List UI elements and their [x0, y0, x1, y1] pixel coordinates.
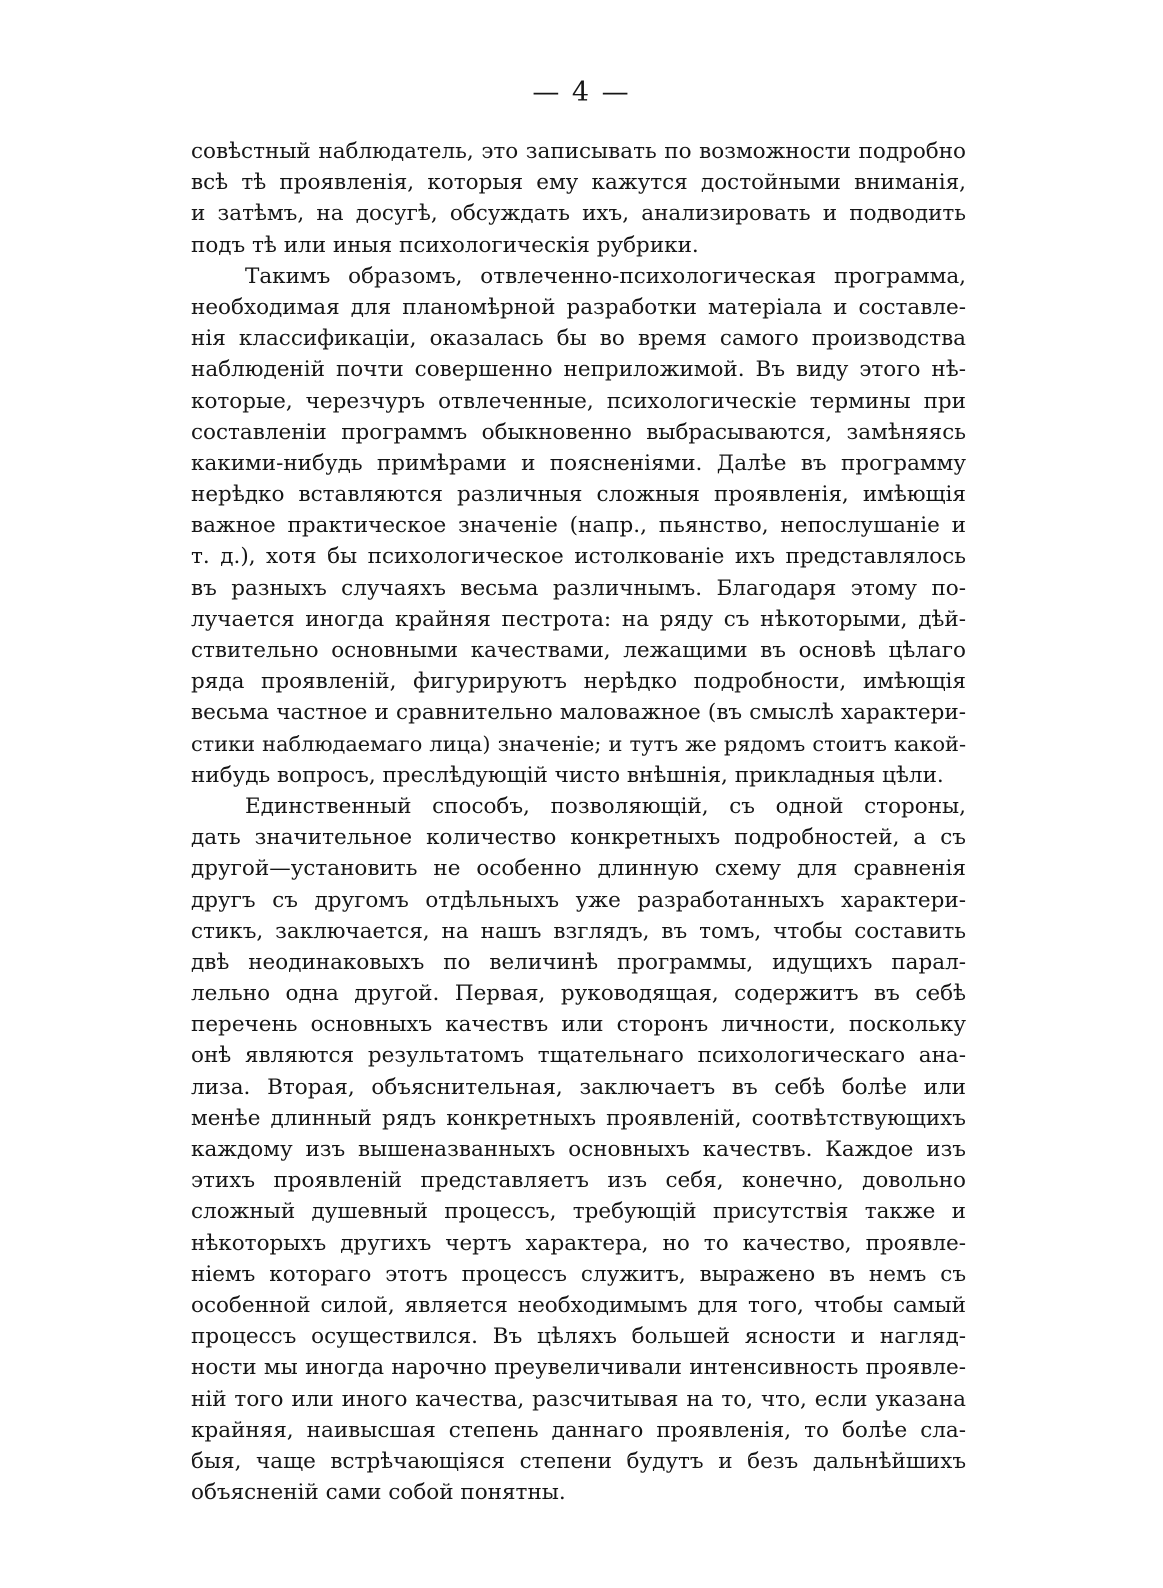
paragraph — [191, 136, 966, 261]
text-line: стики наблюдаемаго лица) значеніе; и тутъ же рядомъ стоитъ какой- — [191, 731, 966, 756]
text-line: нѣкоторыхъ другихъ чертъ характера, но то качество, проявле- — [191, 1230, 966, 1256]
text-line: онѣ являются результатомъ тщательнаго психологическаго ана- — [191, 1043, 966, 1069]
text-line: другъ съ другомъ отдѣльныхъ уже разработанныхъ характери- — [191, 887, 966, 913]
text-line: нія классификаціи, оказалась бы во время самого производства — [191, 326, 966, 352]
text-line: необходимая для планомѣрной разработки матеріала и составле- — [191, 294, 966, 320]
text-line: лельно одна другой. Первая, руководящая, содержитъ въ себѣ — [191, 981, 966, 1007]
text-line: совѣстный наблюдатель, это записывать по возможности подробно — [191, 139, 966, 164]
text-line: которые, черезчуръ отвлеченные, психологическіе термины при — [191, 388, 966, 414]
text-line: ности мы иногда нарочно преувеличивали интенсивность проявле- — [191, 1355, 966, 1381]
page-number: — 4 — — [532, 77, 631, 108]
text-line: важное практическое значеніе (напр., пьянство, непослушаніе и — [191, 513, 966, 539]
text-line: ній того или иного качества, разсчитывая на то, что, если указана — [191, 1386, 966, 1412]
text-line: нерѣдко вставляются различныя сложныя проявленія, имѣющія — [191, 482, 966, 508]
text-line: и затѣмъ, на досугѣ, обсуждать ихъ, анализировать и подводить — [191, 201, 966, 227]
text-line: каждому изъ вышеназванныхъ основныхъ качествъ. Каждое изъ — [191, 1137, 966, 1162]
text-line: дать значительное количество конкретныхъ подробностей, а съ — [191, 825, 966, 851]
text-line: лиза. Вторая, объяснительная, заключаетъ въ себѣ болѣе или — [191, 1074, 966, 1100]
text-line: въ разныхъ случаяхъ весьма различнымъ. Благодаря этому по- — [191, 575, 966, 601]
text-line: Единственный способъ, позволяющій, съ одной стороны, — [245, 793, 966, 819]
paragraph — [191, 261, 966, 791]
text-line: подъ тѣ или иныя психологическія рубрики. — [191, 232, 699, 258]
text-line: объясненій сами собой понятны. — [191, 1480, 566, 1506]
paragraph — [191, 791, 966, 1508]
text-line: стикъ, заключается, на нашъ взглядъ, въ томъ, чтобы составить — [191, 918, 966, 944]
text-line: особенной силой, является необходимымъ для того, чтобы самый — [191, 1292, 966, 1318]
text-line: двѣ неодинаковыхъ по величинѣ программы, идущихъ парал- — [191, 949, 966, 975]
text-line: какими-нибудь примѣрами и поясненіями. Далѣе въ программу — [191, 450, 966, 476]
text-line: процессъ осуществился. Въ цѣляхъ большей ясности и нагляд- — [191, 1324, 966, 1350]
text-line: т. д.), хотя бы психологическое истолкованіе ихъ представлялось — [191, 544, 966, 570]
text-line: быя, чаще встрѣчающіяся степени будутъ и безъ дальнѣйшихъ — [191, 1448, 966, 1474]
text-line: Такимъ образомъ, отвлеченно-психологическая программа, — [245, 263, 966, 289]
text-line: всѣ тѣ проявленія, которыя ему кажутся достойными вниманія, — [191, 170, 966, 196]
text-line: составленіи программъ обыкновенно выбрасываются, замѣняясь — [191, 419, 966, 445]
text-line: наблюденій почти совершенно неприложимой. Въ виду этого нѣ- — [191, 357, 966, 383]
text-line: крайняя, наивысшая степень даннаго проявленія, то болѣе сла- — [191, 1417, 966, 1443]
text-line: ствительно основными качествами, лежащими въ основѣ цѣлаго — [191, 638, 966, 663]
body-text — [191, 136, 966, 1508]
text-line: ряда проявленій, фигурируютъ нерѣдко подробности, имѣющія — [191, 669, 966, 695]
text-line: менѣе длинный рядъ конкретныхъ проявленій, соотвѣтствующихъ — [191, 1105, 966, 1131]
text-line: перечень основныхъ качествъ или сторонъ личности, поскольку — [191, 1012, 966, 1038]
text-line: этихъ проявленій представляетъ изъ себя, конечно, довольно — [191, 1168, 966, 1194]
text-line: другой—установить не особенно длинную схему для сравненія — [191, 856, 966, 882]
text-line: ніемъ котораго этотъ процессъ служитъ, выражено въ немъ съ — [191, 1261, 966, 1287]
text-line: нибудь вопросъ, преслѣдующій чисто внѣшнія, прикладныя цѣли. — [191, 762, 944, 788]
text-line: весьма частное и сравнительно маловажное (въ смыслѣ характери- — [191, 700, 966, 726]
text-line: лучается иногда крайняя пестрота: на ряду съ нѣкоторыми, дѣй- — [191, 606, 966, 632]
text-line: сложный душевный процессъ, требующій присутствія также и — [191, 1199, 966, 1225]
